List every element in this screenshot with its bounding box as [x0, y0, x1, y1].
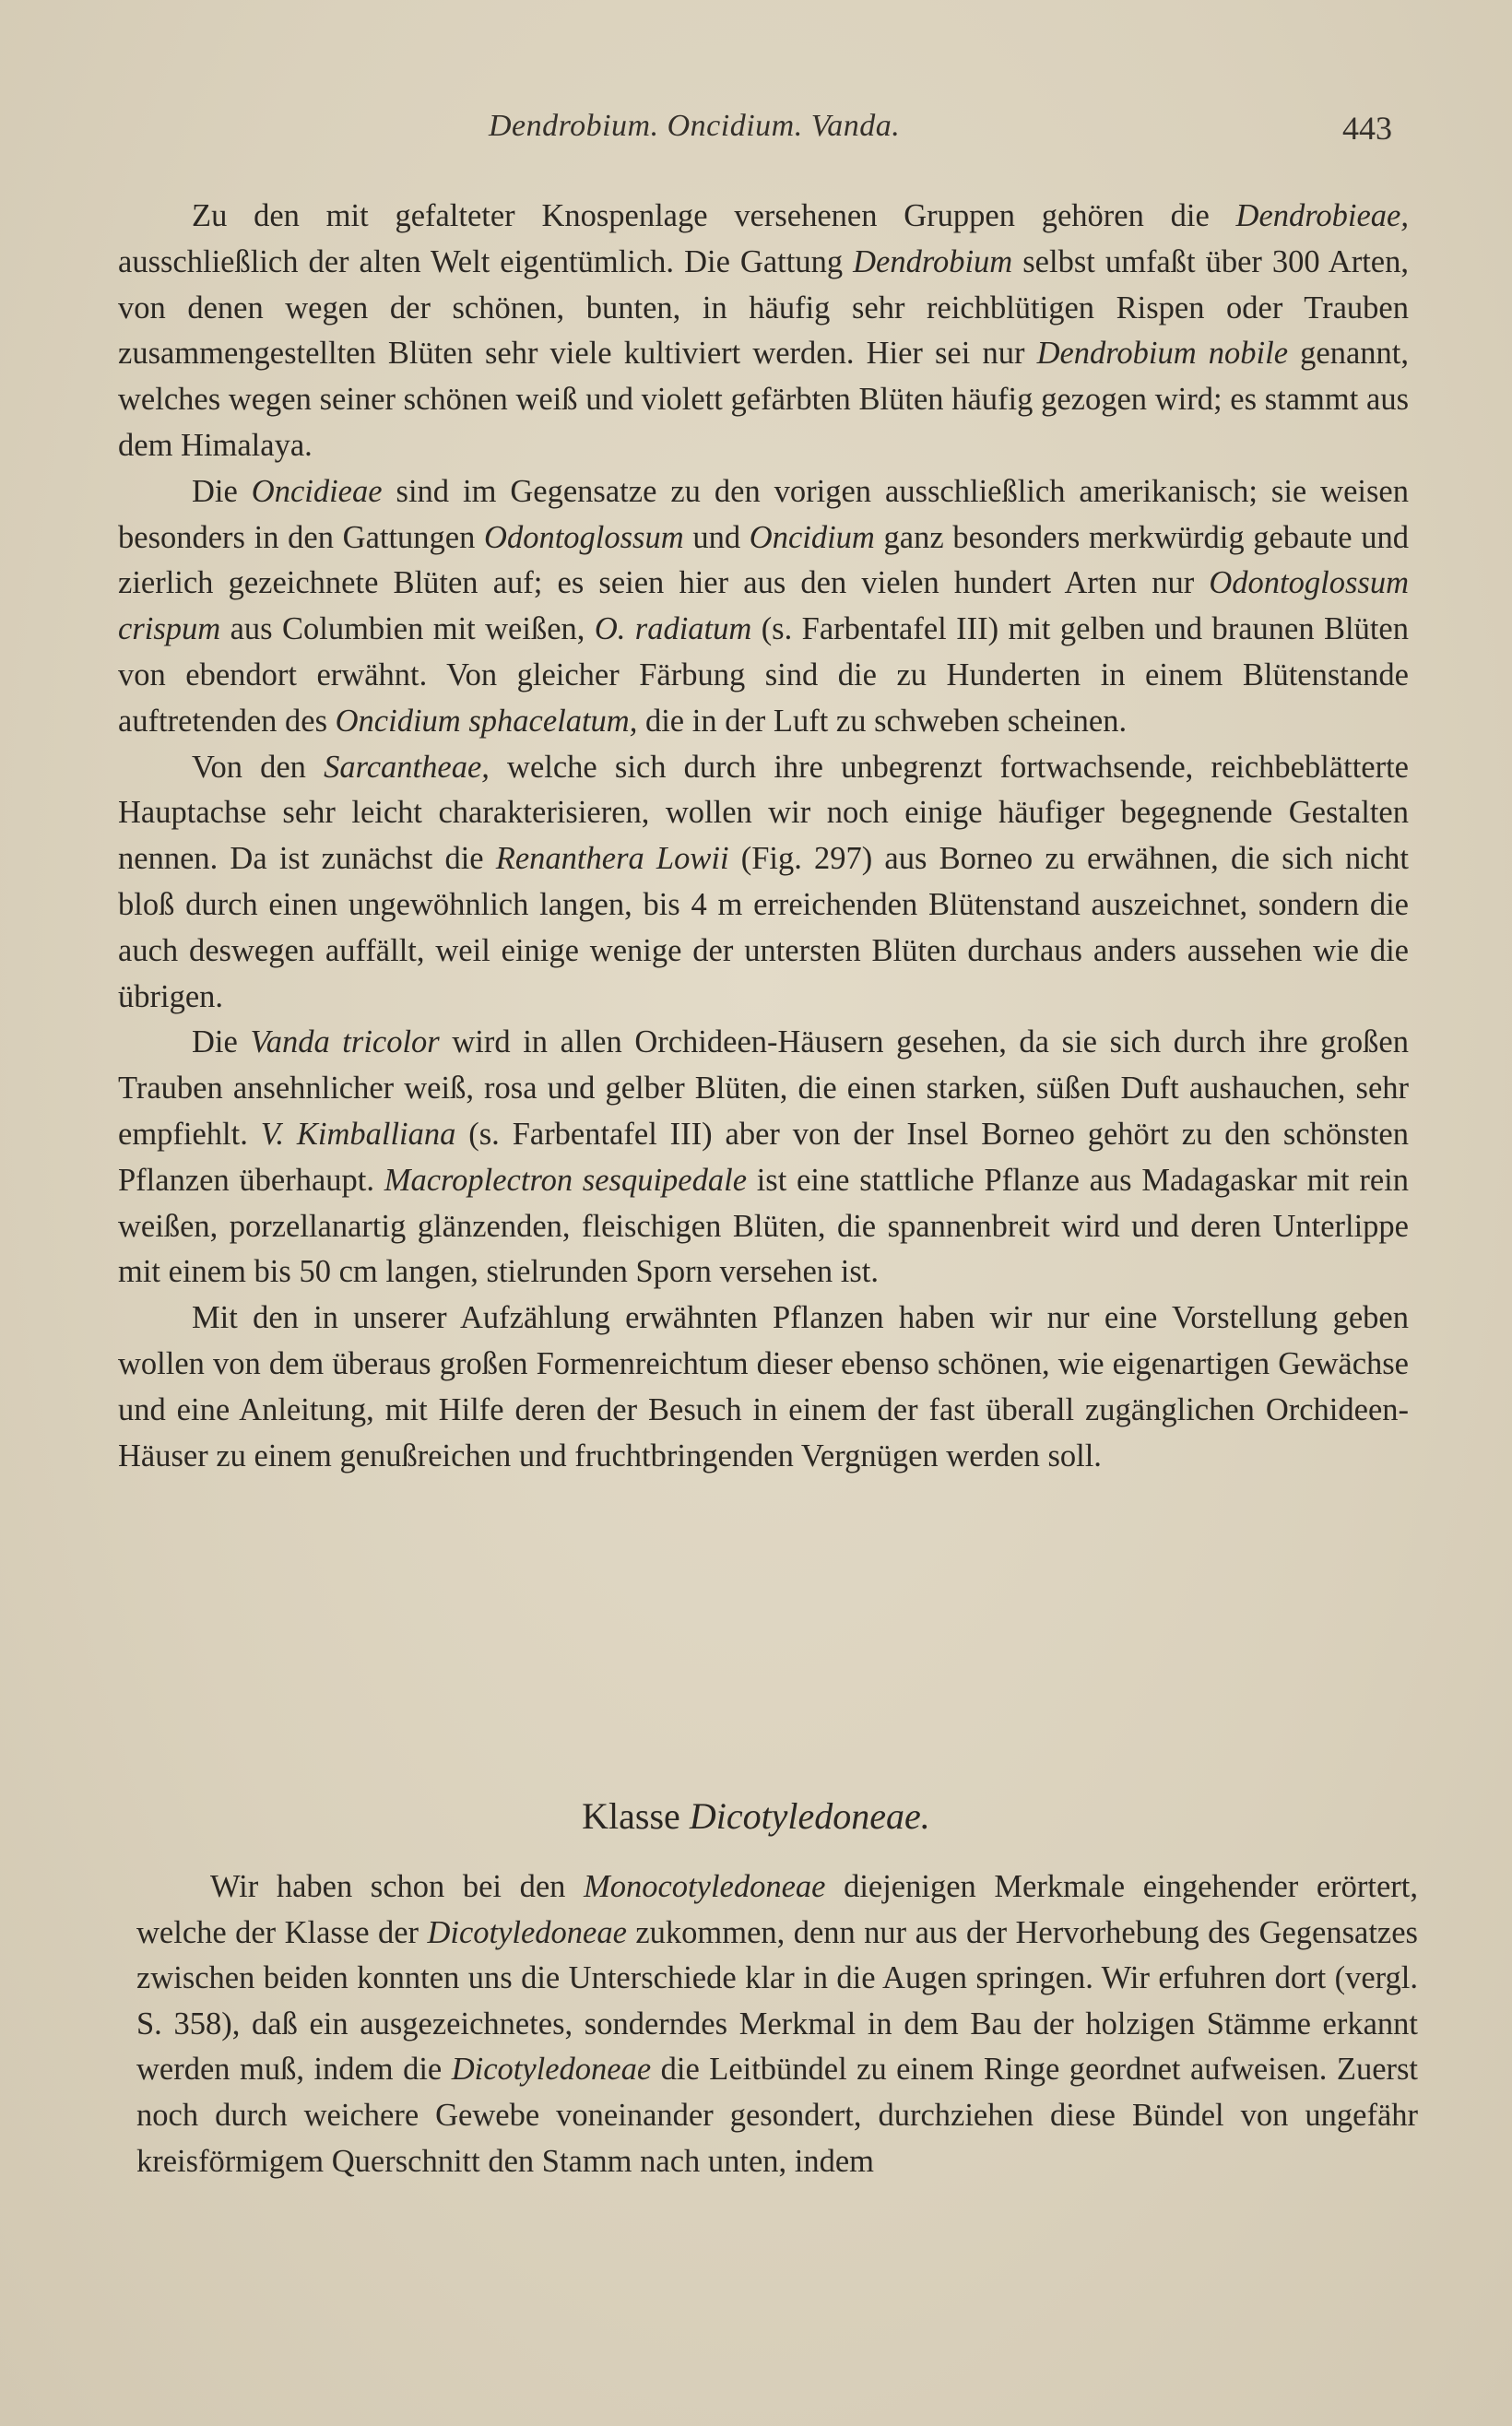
- text-run: genannt, welches wegen seiner schönen weiß und violett gefärbten Blüten häufig gezogen wird; es stammt aus dem Himalaya.: [118, 336, 1409, 463]
- italic-text-run: Dendrobium nobile: [1036, 336, 1289, 372]
- text-run: zukommen, denn nur aus der Hervorhebung des Gegensatzes zwischen beiden konnten uns die Unterschiede klar in die Augen springen. Wir erfuhren dort (vergl. S. 358), daß ein ausgezeichnetes, sonderndes Merkmal in dem Bau der holzigen Stämme erkannt werden muß, indem die: [136, 1914, 1418, 2088]
- text-run: die Leitbündel zu einem Ringe geordnet aufweisen. Zuerst noch durch weichere Gewebe voneinander gesondert, durchziehen diese Bündel von ungefähr kreisförmigem Querschnitt den Stamm nach unten, indem: [136, 2052, 1419, 2179]
- italic-text-run: Macroplectron sesquipedale: [384, 1162, 748, 1198]
- section-text: [136, 1864, 1418, 2184]
- italic-text-run: Oncidium: [749, 519, 875, 555]
- paragraph: [136, 1864, 1418, 2184]
- italic-text-run: Oncidieae: [251, 473, 383, 509]
- text-run: selbst umfaßt über 300 Arten, von denen wegen der schönen, bunten, in häufig sehr reichblütigen Rispen oder Trauben zusammengestellten Blüten sehr viele kultiviert werden. Hier sei nur: [118, 243, 1409, 372]
- main-text: [118, 194, 1409, 1479]
- text-run: Zu den mit gefalteter Knospenlage versehenen Gruppen gehören die: [192, 198, 1236, 233]
- italic-text-run: Odontoglossum crispum: [118, 565, 1409, 647]
- text-run: (s. Farbentafel III) aber von der Insel Borneo gehört zu den schönsten Pflanzen überhaupt.: [118, 1116, 1409, 1198]
- italic-text-run: Dendrobium: [853, 243, 1013, 279]
- italic-text-run: Sarcantheae,: [324, 749, 490, 785]
- running-title: Dendrobium. Oncidium. Vanda.: [489, 109, 901, 143]
- text-run: welche sich durch ihre unbegrenzt fortwachsende, reichbeblätterte Hauptachse sehr leicht charakterisieren, wollen wir noch einige häufiger begegnende Gestalten nennen. Da ist zunächst die: [118, 749, 1409, 877]
- italic-text-run: Odontoglossum: [484, 519, 684, 555]
- running-head: [120, 109, 1392, 155]
- paragraph: [118, 194, 1409, 469]
- text-run: die in der Luft zu schweben scheinen.: [637, 703, 1128, 739]
- paragraph: [118, 1296, 1409, 1479]
- italic-text-run: Dicotyledoneae: [451, 2052, 652, 2088]
- text-run: diejenigen Merkmale eingehender erörtert, welche der Klasse der: [136, 1869, 1418, 1950]
- section-heading: [0, 1794, 1512, 1838]
- italic-text-run: Oncidium sphacelatum,: [335, 703, 638, 739]
- italic-text-run: V. Kimballiana: [260, 1116, 456, 1152]
- text-run: ganz besonders merkwürdig gebaute und zierlich gezeichnete Blüten auf; es seien hier aus den vielen hundert Arten nur: [118, 519, 1410, 601]
- text-run: Wir haben schon bei den: [210, 1869, 584, 1904]
- paragraph: [118, 469, 1409, 745]
- section-heading-prefix: Klasse: [582, 1795, 690, 1837]
- italic-text-run: Monocotyledoneae: [584, 1869, 826, 1904]
- text-run: (s. Farbentafel III) mit gelben und braunen Blüten von ebendort erwähnt. Von gleicher Färbung sind die zu Hunderten in einem Blütenstande auftretenden des: [118, 611, 1409, 739]
- italic-text-run: Vanda tricolor: [250, 1024, 440, 1060]
- italic-text-run: Dendrobieae,: [1235, 198, 1409, 233]
- text-run: Die: [192, 1024, 251, 1060]
- text-run: Mit den in unserer Aufzählung erwähnten Pflanzen haben wir nur eine Vorstellung geben wollen von dem überaus großen Formenreichtum dieser ebenso schönen, wie eigenartigen Gewächse und eine Anleitung, mit Hilfe deren der Besuch in einem der fast überall zugänglichen Orchideen-Häuser zu einem genußreichen und fruchtbringenden Vergnügen werden soll.: [118, 1300, 1409, 1473]
- text-run: aus Columbien mit weißen,: [220, 611, 595, 647]
- text-run: sind im Gegensatze zu den vorigen ausschließlich amerikanisch; sie weisen besonders in den Gattungen: [118, 473, 1409, 555]
- text-run: (Fig. 297) aus Borneo zu erwähnen, die sich nicht bloß durch einen ungewöhnlich langen, bis 4 m erreichenden Blütenstand auszeichnet, sondern die auch deswegen auffällt, weil einige wenige der untersten Blüten durchaus anders aussehen wie die übrigen.: [118, 841, 1409, 1014]
- text-run: ausschließlich der alten Welt eigentümlich. Die Gattung: [118, 243, 854, 279]
- paragraph: [118, 1020, 1409, 1296]
- paragraph: [118, 745, 1409, 1021]
- italic-text-run: Renanthera Lowii: [495, 841, 729, 877]
- text-run: wird in allen Orchideen-Häusern gesehen, da sie sich durch ihre großen Trauben ansehnlicher weiß, rosa und gelber Blüten, die einen starken, süßen Duft aushauchen, sehr empfiehlt.: [118, 1024, 1409, 1152]
- page-number: 443: [1342, 110, 1392, 147]
- text-run: Von den: [192, 749, 325, 785]
- italic-text-run: O. radiatum: [594, 611, 752, 647]
- section-heading-italic: Dicotyledoneae.: [689, 1795, 930, 1837]
- text-run: Die: [192, 473, 252, 509]
- text-run: und: [683, 519, 750, 555]
- text-run: ist eine stattliche Pflanze aus Madagaskar mit rein weißen, porzellanartig glänzenden, fleischigen Blüten, die spannenbreit wird und deren Unterlippe mit einem bis 50 cm langen, stielrunden Sporn versehen ist.: [118, 1162, 1409, 1290]
- italic-text-run: Dicotyledoneae: [427, 1914, 627, 1950]
